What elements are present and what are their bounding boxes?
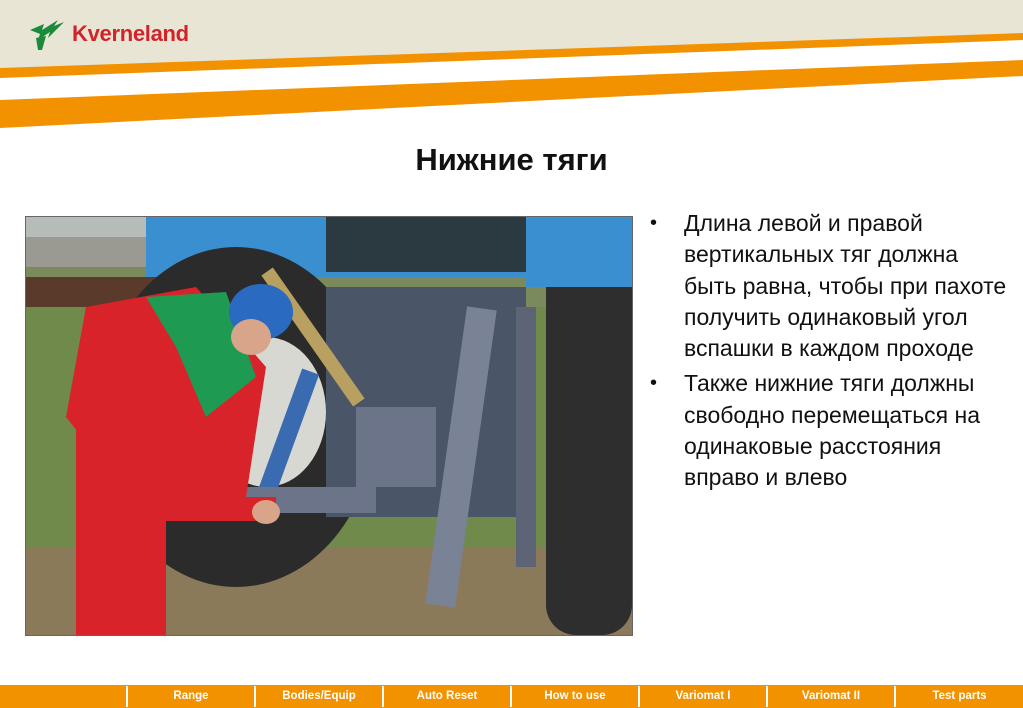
- bullet-dot-icon: •: [650, 372, 658, 395]
- bullet-item: [650, 208, 1010, 364]
- brand-logo: [28, 16, 189, 52]
- bullet-list: [650, 208, 1010, 498]
- nav-test-parts-button[interactable]: Test parts: [896, 686, 1023, 707]
- kverneland-arrow-logo-icon: [28, 16, 66, 52]
- bullet-dot-icon: •: [650, 212, 658, 234]
- nav-variomat-ii-button[interactable]: Variomat II: [768, 686, 896, 707]
- nav-bodies-equip-button[interactable]: Bodies/Equip: [256, 686, 384, 707]
- bullet-item: [650, 368, 1010, 493]
- bottom-navigation: [0, 685, 1023, 708]
- tractor-rear-hitch-photo: [25, 216, 633, 636]
- brand-name: Kverneland: [72, 21, 189, 46]
- nav-auto-reset-button[interactable]: Auto Reset: [384, 686, 512, 707]
- nav-spacer: [0, 686, 128, 707]
- nav-how-to-use-button[interactable]: How to use: [512, 686, 640, 707]
- page-title: Нижние тяги: [415, 142, 608, 177]
- bullet-text: Также нижние тяги должны свободно перемещаться на одинаковые расстояния вправо и влево: [684, 370, 981, 491]
- nav-range-button[interactable]: Range: [128, 686, 256, 707]
- bullet-text: Длина левой и правой вертикальных тяг должна быть равна, чтобы при пахоте получить одинаковый угол вспашки в каждом проходе: [684, 210, 1007, 362]
- nav-variomat-i-button[interactable]: Variomat I: [640, 686, 768, 707]
